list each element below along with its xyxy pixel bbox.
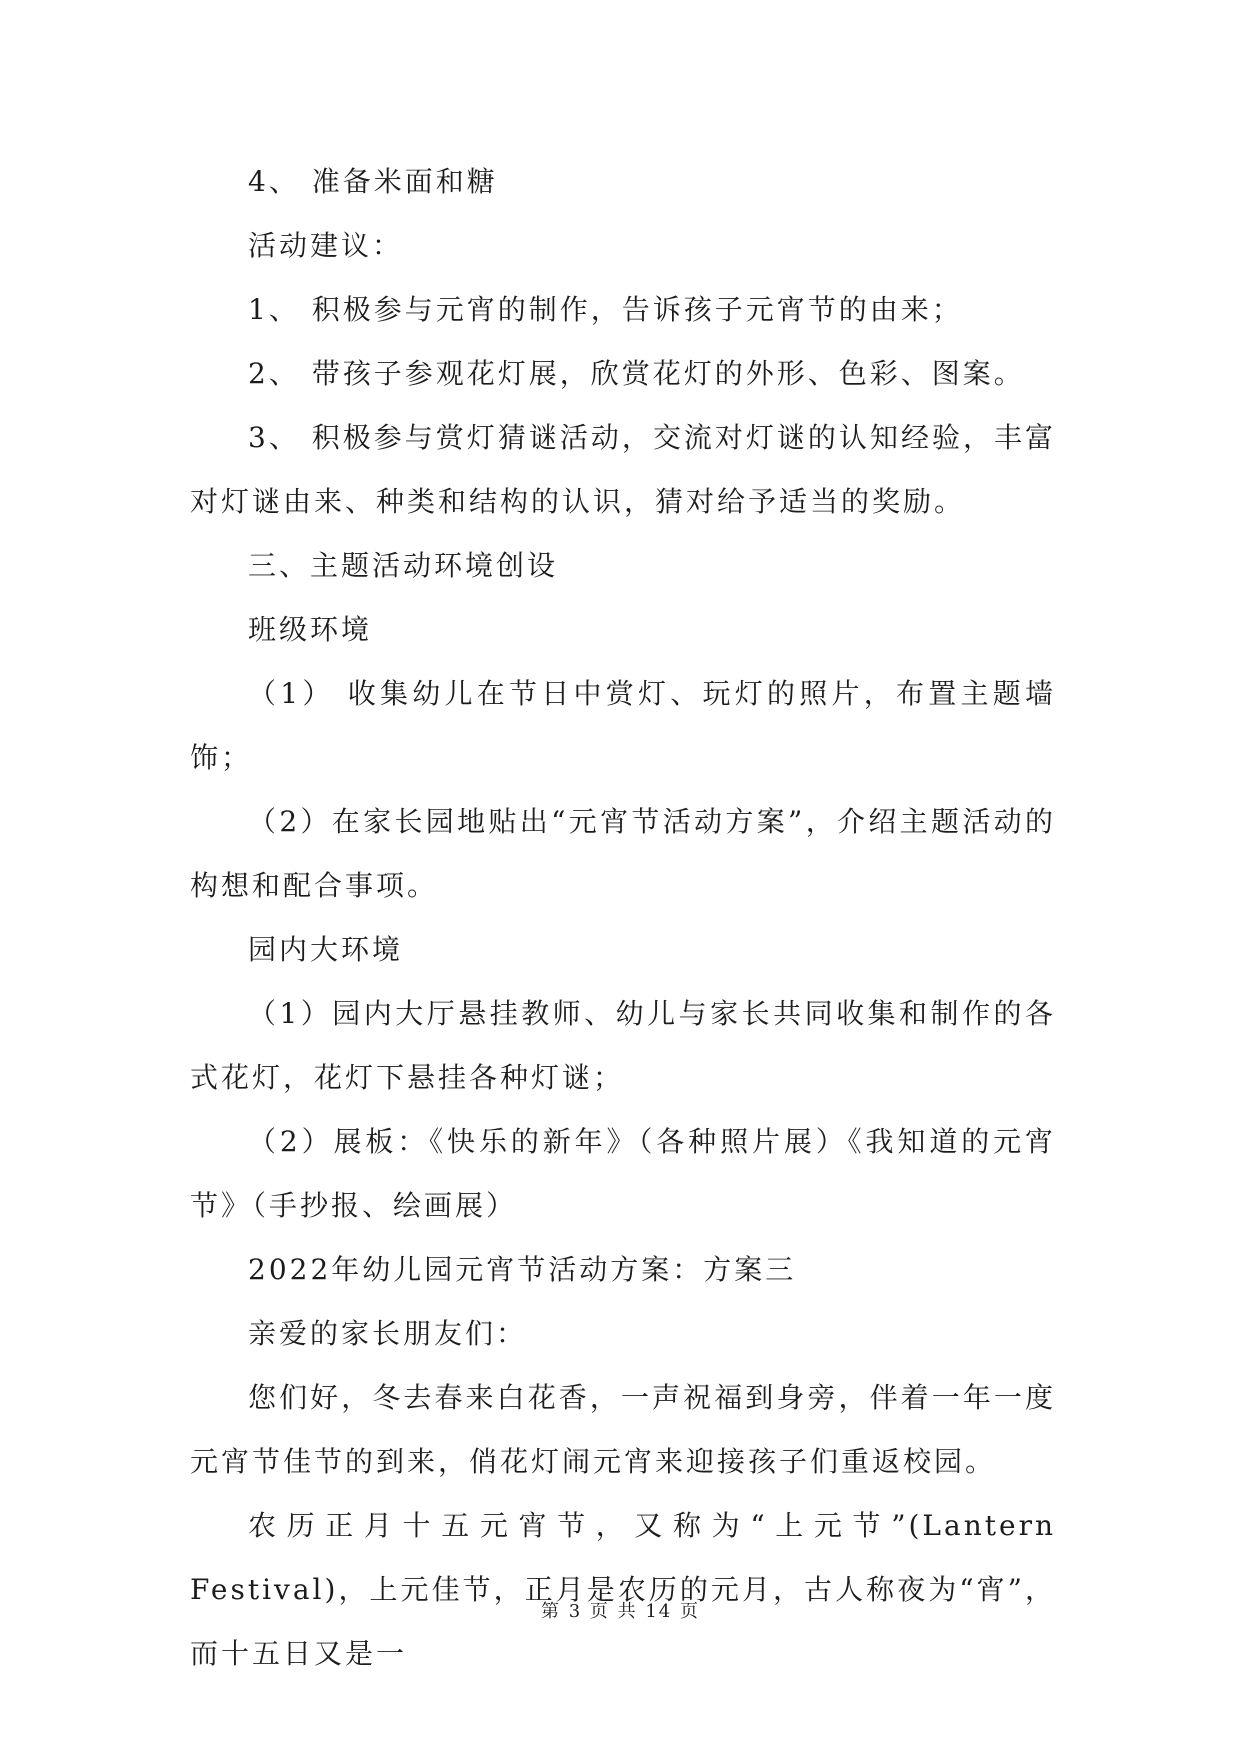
paragraph-plan-three-title: 2022年幼儿园元宵节活动方案：方案三 xyxy=(248,1253,797,1286)
paragraph-section-three: 三、主题活动环境创设 xyxy=(248,549,559,582)
paragraph-suggestion-1: 1、 积极参与元宵的制作，告诉孩子元宵节的由来； xyxy=(248,293,963,326)
paragraph-campus-env-1: （1）园内大厅悬挂教师、幼儿与家长共同收集和制作的各式花灯，花灯下悬挂各种灯谜； xyxy=(190,997,1056,1094)
paragraph-class-env-1: （1） 收集幼儿在节日中赏灯、玩灯的照片，布置主题墙饰； xyxy=(190,677,1056,774)
paragraph-greeting: 亲爱的家长朋友们： xyxy=(248,1317,528,1350)
paragraph-class-environment: 班级环境 xyxy=(248,613,373,646)
paragraph-item-prep: 4、 准备米面和糖 xyxy=(248,165,498,198)
paragraph-campus-env-2: （2）展板：《快乐的新年》（各种照片展）《我知道的元宵节》（手抄报、绘画展） xyxy=(190,1125,1056,1222)
paragraph-intro: 您们好，冬去春来白花香，一声祝福到身旁，伴着一年一度元宵节佳节的到来，俏花灯闹元宵来迎接孩子们重返校园。 xyxy=(190,1381,1056,1478)
paragraph-lantern-festival: 农历正月十五元宵节，又称为“上元节”(Lantern Festival)，上元佳节，正月是农历的元月，古人称夜为“宵”，而十五日又是一 xyxy=(190,1509,1056,1670)
document-body xyxy=(190,150,1056,1686)
paragraph-suggestion-3: 3、 积极参与赏灯猜谜活动，交流对灯谜的认知经验，丰富对灯谜由来、种类和结构的认识，猜对给予适当的奖励。 xyxy=(190,421,1056,518)
paragraph-class-env-2: （2）在家长园地贴出“元宵节活动方案”，介绍主题活动的构想和配合事项。 xyxy=(190,805,1056,902)
paragraph-campus-environment: 园内大环境 xyxy=(248,933,404,966)
paragraph-suggestion-2: 2、 带孩子参观花灯展，欣赏花灯的外形、色彩、图案。 xyxy=(248,357,1025,390)
paragraph-heading-suggestions: 活动建议： xyxy=(248,229,404,262)
page-footer: 第 3 页 共 14 页 xyxy=(541,1601,700,1622)
